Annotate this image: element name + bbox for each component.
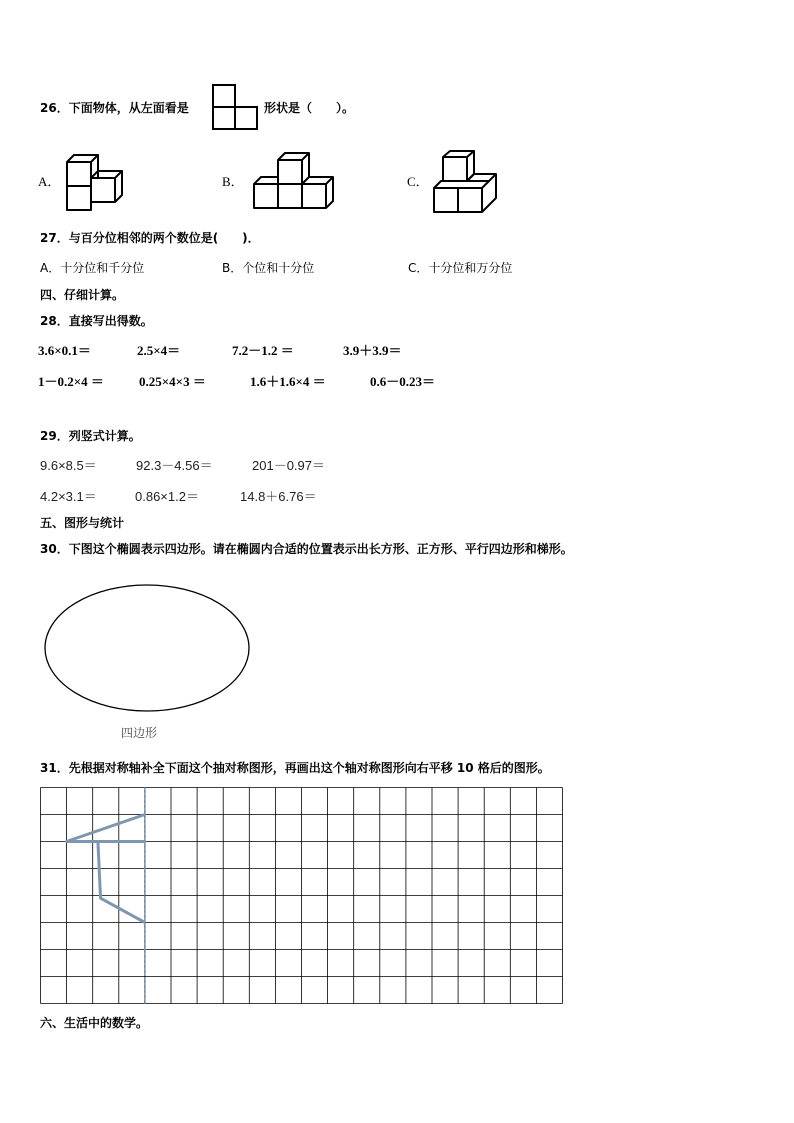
ellipse-label: 四边形 (121, 726, 158, 740)
q27-option-a[interactable]: A．十分位和千分位 (40, 261, 145, 275)
quadrilateral-ellipse[interactable] (44, 584, 250, 712)
q28-item: 3.9＋3.9＝ (343, 343, 402, 358)
option-c-cubes-icon[interactable] (433, 150, 499, 214)
q26-prefix: 26．下面物体，从左面看是 (40, 101, 189, 115)
q29-question: 29．列竖式计算。 (40, 429, 141, 443)
left-view-shape-icon (212, 84, 258, 130)
q31-question: 31．先根据对称轴补全下面这个抽对称图形，再画出这个轴对称图形向右平移 10 格后的图形。 (40, 761, 550, 775)
q28-item: 3.6×0.1＝ (38, 343, 91, 358)
option-c-label: C． (407, 174, 429, 189)
q28-item: 0.6－0.23＝ (370, 374, 436, 389)
q27-option-b[interactable]: B．个位和十分位 (222, 261, 315, 275)
q28-item: 7.2－1.2 ＝ (232, 343, 294, 358)
q29-item: 4.2×3.1＝ (40, 489, 97, 504)
q26-suffix: 形状是（ ）。 (264, 101, 355, 115)
q28-item: 1.6＋1.6×4 ＝ (250, 374, 326, 389)
q28-item: 1－0.2×4 ＝ (38, 374, 104, 389)
q28-item: 2.5×4＝ (137, 343, 181, 358)
q27-question: 27．与百分位相邻的两个数位是( )． (40, 231, 260, 245)
q28-item: 0.25×4×3 ＝ (139, 374, 206, 389)
q29-item: 92.3－4.56＝ (136, 458, 213, 473)
q29-item: 9.6×8.5＝ (40, 458, 97, 473)
q29-item: 201－0.97＝ (252, 458, 325, 473)
q28-question: 28．直接写出得数。 (40, 314, 153, 328)
option-a-cubes-icon[interactable] (66, 154, 132, 212)
q27-option-c[interactable]: C．十分位和万分位 (408, 261, 513, 275)
section-4-heading: 四、仔细计算。 (40, 288, 125, 302)
section-6-heading: 六、生活中的数学。 (40, 1016, 149, 1030)
section-5-heading: 五、图形与统计 (40, 516, 125, 530)
option-a-label: A． (38, 174, 61, 189)
q29-item: 14.8＋6.76＝ (240, 489, 317, 504)
q29-item: 0.86×1.2＝ (135, 489, 199, 504)
option-b-cubes-icon[interactable] (253, 152, 335, 210)
option-b-label: B． (222, 174, 244, 189)
symmetry-grid[interactable] (40, 787, 565, 1005)
q30-question: 30．下图这个椭圆表示四边形。请在椭圆内合适的位置表示出长方形、正方形、平行四边形和梯形。 (40, 542, 573, 556)
